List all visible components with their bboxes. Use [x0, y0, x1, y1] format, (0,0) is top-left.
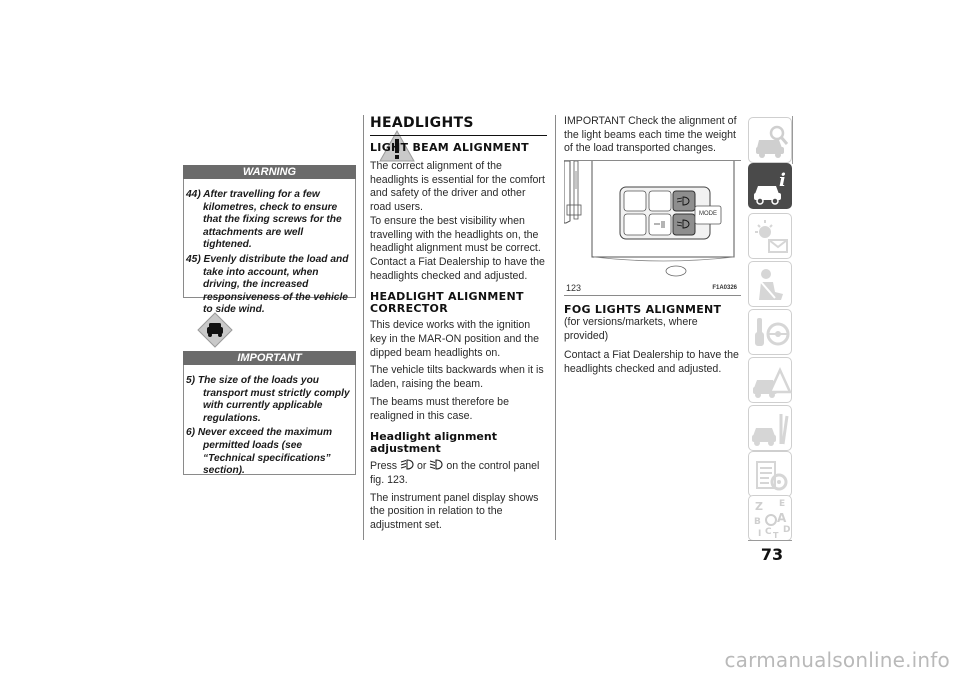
light-beam-paragraph-2: To ensure the best visibility when travelling with the headlights on, the headlight alignment must be correct. Contact a Fiat Dealership to have the headlights checked and adjusted.	[370, 214, 545, 282]
tab-knowing-vehicle[interactable]	[748, 117, 792, 163]
important-title: IMPORTANT	[183, 351, 356, 365]
page-number: 73	[760, 545, 784, 564]
figure-code: F1A0326	[712, 285, 737, 291]
important-item-6: 6) Never exceed the maximum permitted loads (see “Technical specifications” section).	[186, 427, 333, 477]
adjustment-paragraph-2: The instrument panel display shows the position in relation to the adjustment set.	[370, 491, 539, 532]
tab-starting-driving[interactable]	[748, 309, 792, 355]
svg-text:C: C	[765, 527, 772, 537]
right-text-column	[564, 115, 741, 156]
alignment-adjustment-heading: Headlight alignment adjustment	[370, 430, 497, 456]
warning-item-44: 44) After travelling for a few kilometres, check to ensure that the fixing screws for the attachments are well tightened.	[186, 189, 342, 251]
warning-body	[183, 179, 356, 316]
svg-text:E: E	[779, 499, 786, 509]
headlight-down-icon	[429, 459, 443, 470]
alignment-corrector-heading: HEADLIGHT ALIGNMENT CORRECTOR	[370, 290, 524, 316]
tab-maintenance-care[interactable]	[748, 405, 792, 451]
corrector-paragraph-3: The beams must therefore be realigned in this case.	[370, 395, 509, 422]
fog-lights-subtitle: (for versions/markets, where provided)	[564, 316, 698, 342]
warning-light-message-icon	[749, 214, 793, 260]
tab-index[interactable]	[748, 495, 792, 541]
control-panel-text: on the control panel fig. 123.	[370, 460, 540, 486]
alphabetical-index-icon	[749, 496, 793, 542]
car-search-icon	[749, 118, 793, 164]
tab-warning-lights[interactable]	[748, 213, 792, 259]
or-text: or	[417, 460, 427, 473]
important-load-note: IMPORTANT Check the alignment of the light beams each time the weight of the load transported changes.	[564, 115, 737, 155]
key-steering-wheel-icon	[749, 310, 793, 356]
warning-title: WARNING	[183, 165, 356, 179]
fog-lights-section	[564, 304, 741, 377]
adjustment-paragraph-1	[370, 459, 547, 487]
svg-text:B: B	[754, 517, 761, 527]
fog-lights-paragraph: Contact a Fiat Dealership to have the headlights checked and adjusted.	[564, 349, 739, 376]
car-emergency-triangle-icon	[749, 358, 793, 404]
figure-123-control-panel	[564, 160, 741, 296]
specifications-gear-icon	[749, 452, 793, 498]
tab-safety[interactable]	[748, 261, 792, 307]
svg-text:D: D	[783, 525, 791, 535]
car-maintenance-tools-icon	[749, 406, 793, 452]
important-body	[183, 365, 356, 475]
column-divider-2	[555, 115, 556, 540]
important-item-5: 5) The size of the loads you transport must strictly comply with currently applicable regulations.	[186, 375, 350, 424]
press-text: Press	[370, 460, 398, 473]
fog-lights-heading: FOG LIGHTS ALIGNMENT	[564, 303, 722, 316]
svg-text:T: T	[773, 531, 779, 540]
warning-item-45: 45) Evenly distribute the load and take into account, when driving, the increased responsiveness of the vehicle to side wind.	[186, 253, 349, 316]
control-panel-illustration	[564, 161, 741, 296]
corrector-paragraph-1: This device works with the ignition key in the MAR-ON position and the dipped beam headlights on.	[370, 319, 539, 359]
svg-text:i: i	[779, 170, 786, 191]
mode-button-label: MODE	[699, 211, 717, 217]
headlights-heading: HEADLIGHTS	[370, 115, 547, 136]
tab-technical-specifications[interactable]	[748, 451, 792, 497]
headlight-up-icon	[400, 459, 414, 470]
light-beam-alignment-heading: LIGHT BEAM ALIGNMENT	[370, 141, 529, 154]
svg-text:I: I	[758, 529, 762, 539]
figure-number: 123	[566, 283, 582, 293]
corrector-paragraph-2: The vehicle tilts backwards when it is laden, raising the beam.	[370, 364, 544, 391]
tab-divider	[792, 116, 793, 164]
light-beam-paragraph-1: The correct alignment of the headlights is essential for the comfort and safety of the driver and other road users.	[370, 160, 545, 214]
headlights-column	[370, 115, 547, 533]
vehicle-load-icon	[197, 312, 233, 348]
tab-getting-to-know-car[interactable]	[748, 163, 792, 209]
svg-text:A: A	[777, 511, 787, 525]
column-divider-1	[363, 115, 364, 540]
car-info-icon	[749, 164, 793, 210]
seatbelt-airbag-icon	[749, 262, 793, 308]
page-number-rule	[748, 540, 792, 541]
watermark: carmanualsonline.info	[724, 648, 950, 672]
tab-in-an-emergency[interactable]	[748, 357, 792, 403]
svg-text:Z: Z	[755, 500, 763, 513]
